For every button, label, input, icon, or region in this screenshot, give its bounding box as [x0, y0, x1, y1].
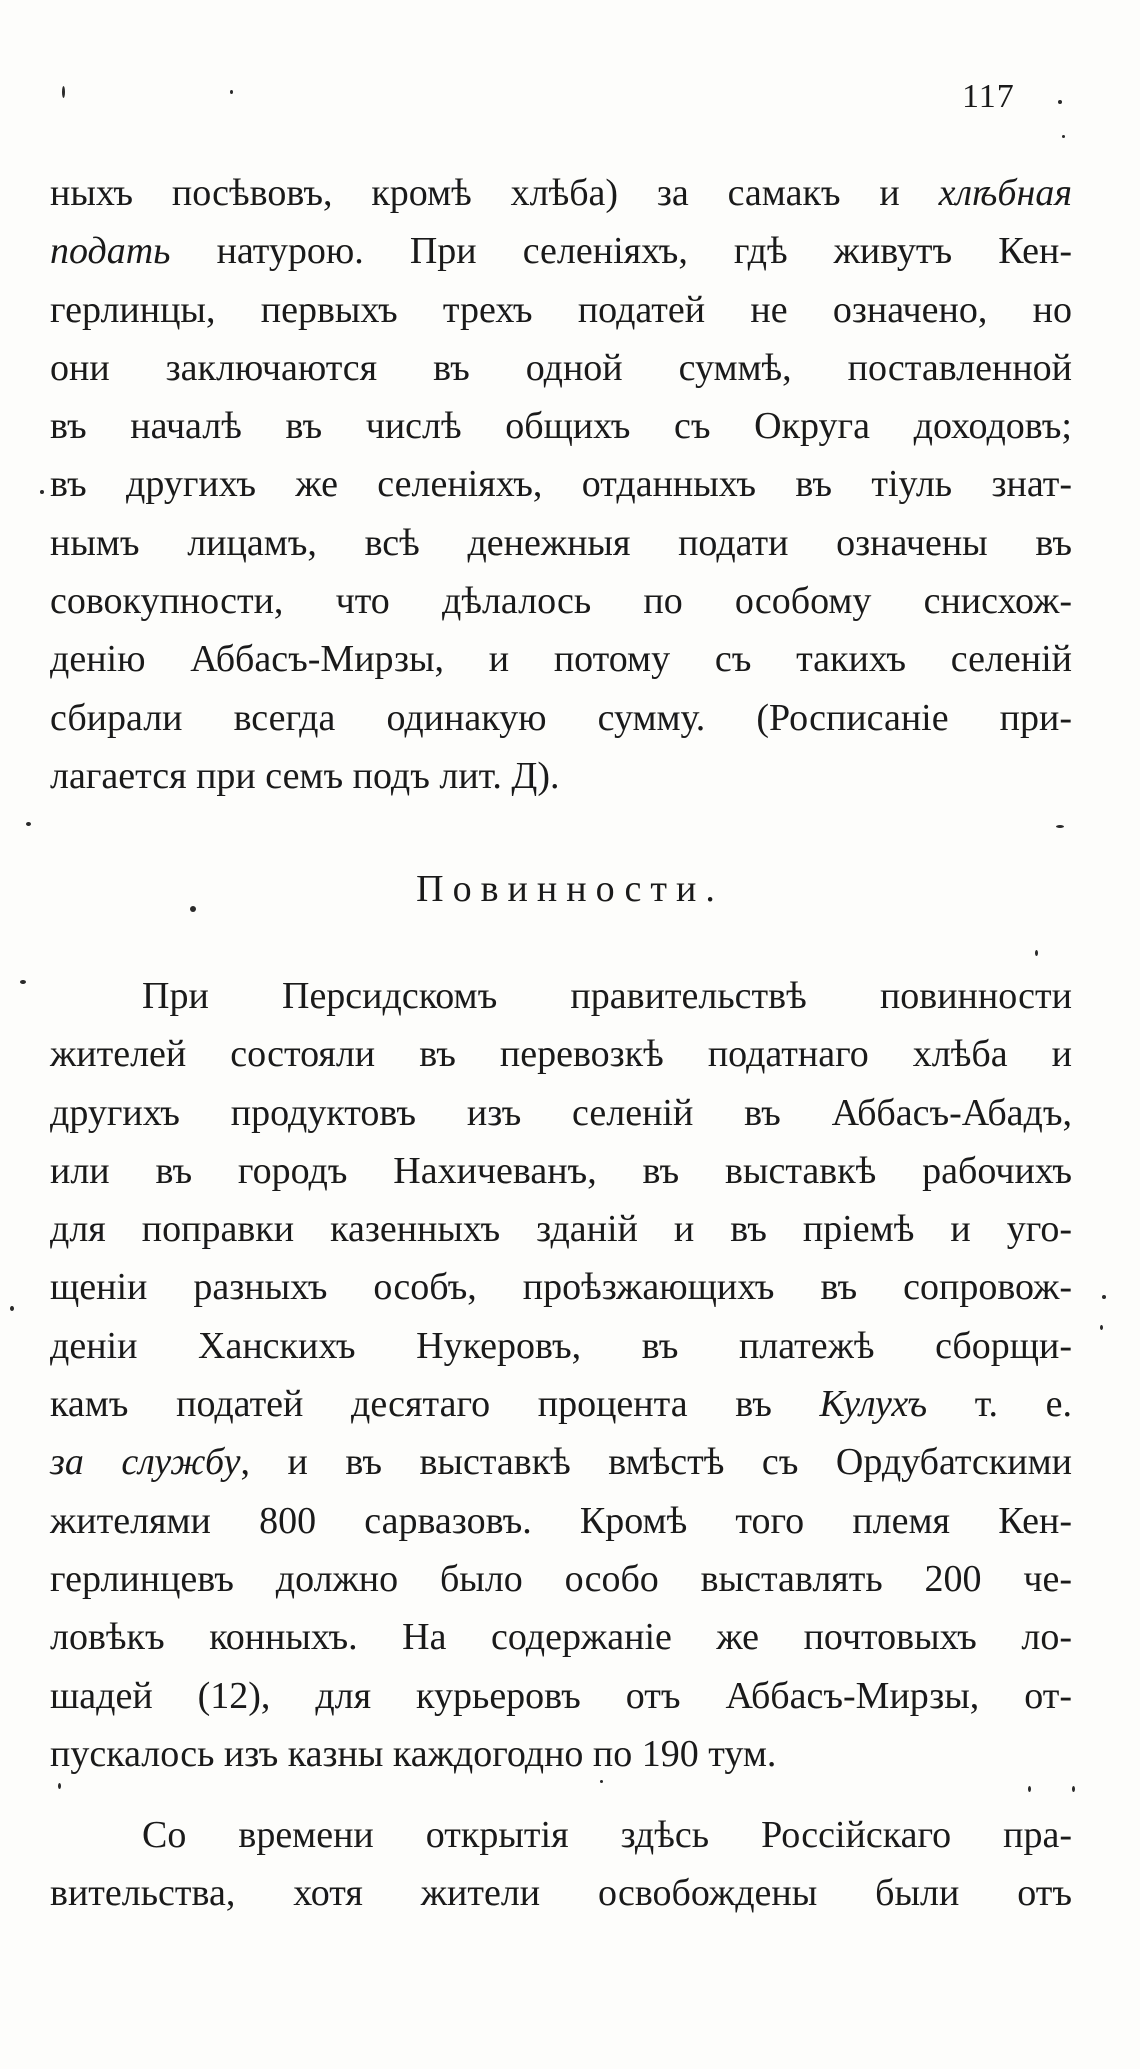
- paragraph-russian-government: [50, 1806, 1072, 1923]
- scan-speck: [1100, 1325, 1103, 1330]
- text-line: Со времени открытія здѣсь Россійскаго пра-: [142, 1814, 1072, 1856]
- scan-speck: [600, 1780, 603, 1783]
- text-line: другихъ продуктовъ изъ селеній въ Аббасъ-Абадъ,: [50, 1091, 1072, 1134]
- text-line: камъ податей десятаго процента въ Кулухъ т. е.: [50, 1383, 1072, 1426]
- text-line: въ другихъ же селеніяхъ, отданныхъ въ тіуль знат-: [50, 463, 1072, 506]
- scan-speck: [58, 1783, 61, 1789]
- italic-term: за службу: [50, 1441, 241, 1484]
- scan-speck: [1062, 135, 1065, 138]
- italic-term: хлѣбная: [938, 172, 1072, 214]
- scan-speck: [62, 86, 65, 98]
- scan-speck: [1028, 1786, 1031, 1792]
- text-line: пускалось изъ казны каждогодно по 190 тум.: [50, 1732, 777, 1775]
- text-line: лагается при семъ подъ лит. Д).: [50, 754, 560, 797]
- page-number: 117: [962, 78, 1015, 115]
- scan-speck: [1056, 825, 1064, 828]
- text-line: совокупности, что дѣлалось по особому снисхож-: [50, 580, 1072, 623]
- paragraph-taxes-end: [50, 164, 1072, 805]
- paragraph-duties: [50, 967, 1072, 1783]
- text-line: въ началѣ въ числѣ общихъ съ Округа доходовъ;: [50, 405, 1072, 448]
- scan-speck: [230, 90, 233, 94]
- scan-speck: [1035, 950, 1038, 956]
- scan-speck: [26, 822, 31, 826]
- scan-speck: [20, 980, 26, 984]
- text-line: они заключаются въ одной суммѣ, поставленной: [50, 346, 1072, 389]
- scan-speck: [10, 1306, 14, 1311]
- section-heading: Повинности.: [416, 868, 724, 910]
- text-line: герлинцы, первыхъ трехъ податей не означено, но: [50, 288, 1072, 331]
- scan-speck: [190, 906, 196, 912]
- text-line: герлинцевъ должно было особо выставлять 200 че-: [50, 1557, 1072, 1600]
- text-line: подать натурою. При селеніяхъ, гдѣ живутъ Кен-: [50, 230, 1073, 273]
- text-line: денію Аббасъ-Мирзы, и потому съ такихъ селеній: [50, 638, 1072, 681]
- italic-term: Кулухъ: [819, 1383, 928, 1426]
- text-line: При Персидскомъ правительствѣ повинности: [142, 975, 1072, 1017]
- scan-speck: [1058, 100, 1062, 104]
- text-line: ловѣкъ конныхъ. На содержаніе же почтовыхъ ло-: [50, 1616, 1072, 1659]
- scan-speck: [1102, 1295, 1106, 1299]
- text-line: ныхъ посѣвовъ, кромѣ хлѣба) за самакъ и хлѣбная: [50, 172, 1072, 214]
- text-line: или въ городъ Нахичеванъ, въ выставкѣ рабочихъ: [50, 1149, 1072, 1192]
- text-line: жителей состояли въ перевозкѣ податнаго хлѣба и: [50, 1033, 1072, 1076]
- text-line: для поправки казенныхъ зданій и въ пріемѣ и уго-: [50, 1208, 1072, 1251]
- scan-speck: [40, 490, 44, 494]
- scan-speck: [1072, 1786, 1075, 1792]
- italic-term: подать: [50, 230, 171, 273]
- text-line: щеніи разныхъ особъ, проѣзжающихъ въ сопровож-: [50, 1266, 1072, 1309]
- text-line: шадей (12), для курьеровъ отъ Аббасъ-Мирзы, от-: [50, 1674, 1072, 1717]
- text-line: деніи Ханскихъ Нукеровъ, въ платежѣ сборщи-: [50, 1324, 1072, 1367]
- text-line: за службу, и въ выставкѣ вмѣстѣ съ Ордубатскими: [50, 1441, 1072, 1484]
- text-line: жителями 800 сарвазовъ. Кромѣ того племя Кен-: [50, 1499, 1072, 1542]
- text-line: сбирали всегда одинакую сумму. (Росписаніе при-: [50, 696, 1072, 739]
- text-line: вительства, хотя жители освобождены были отъ: [50, 1872, 1072, 1915]
- text-line: нымъ лицамъ, всѣ денежныя подати означены въ: [50, 521, 1072, 564]
